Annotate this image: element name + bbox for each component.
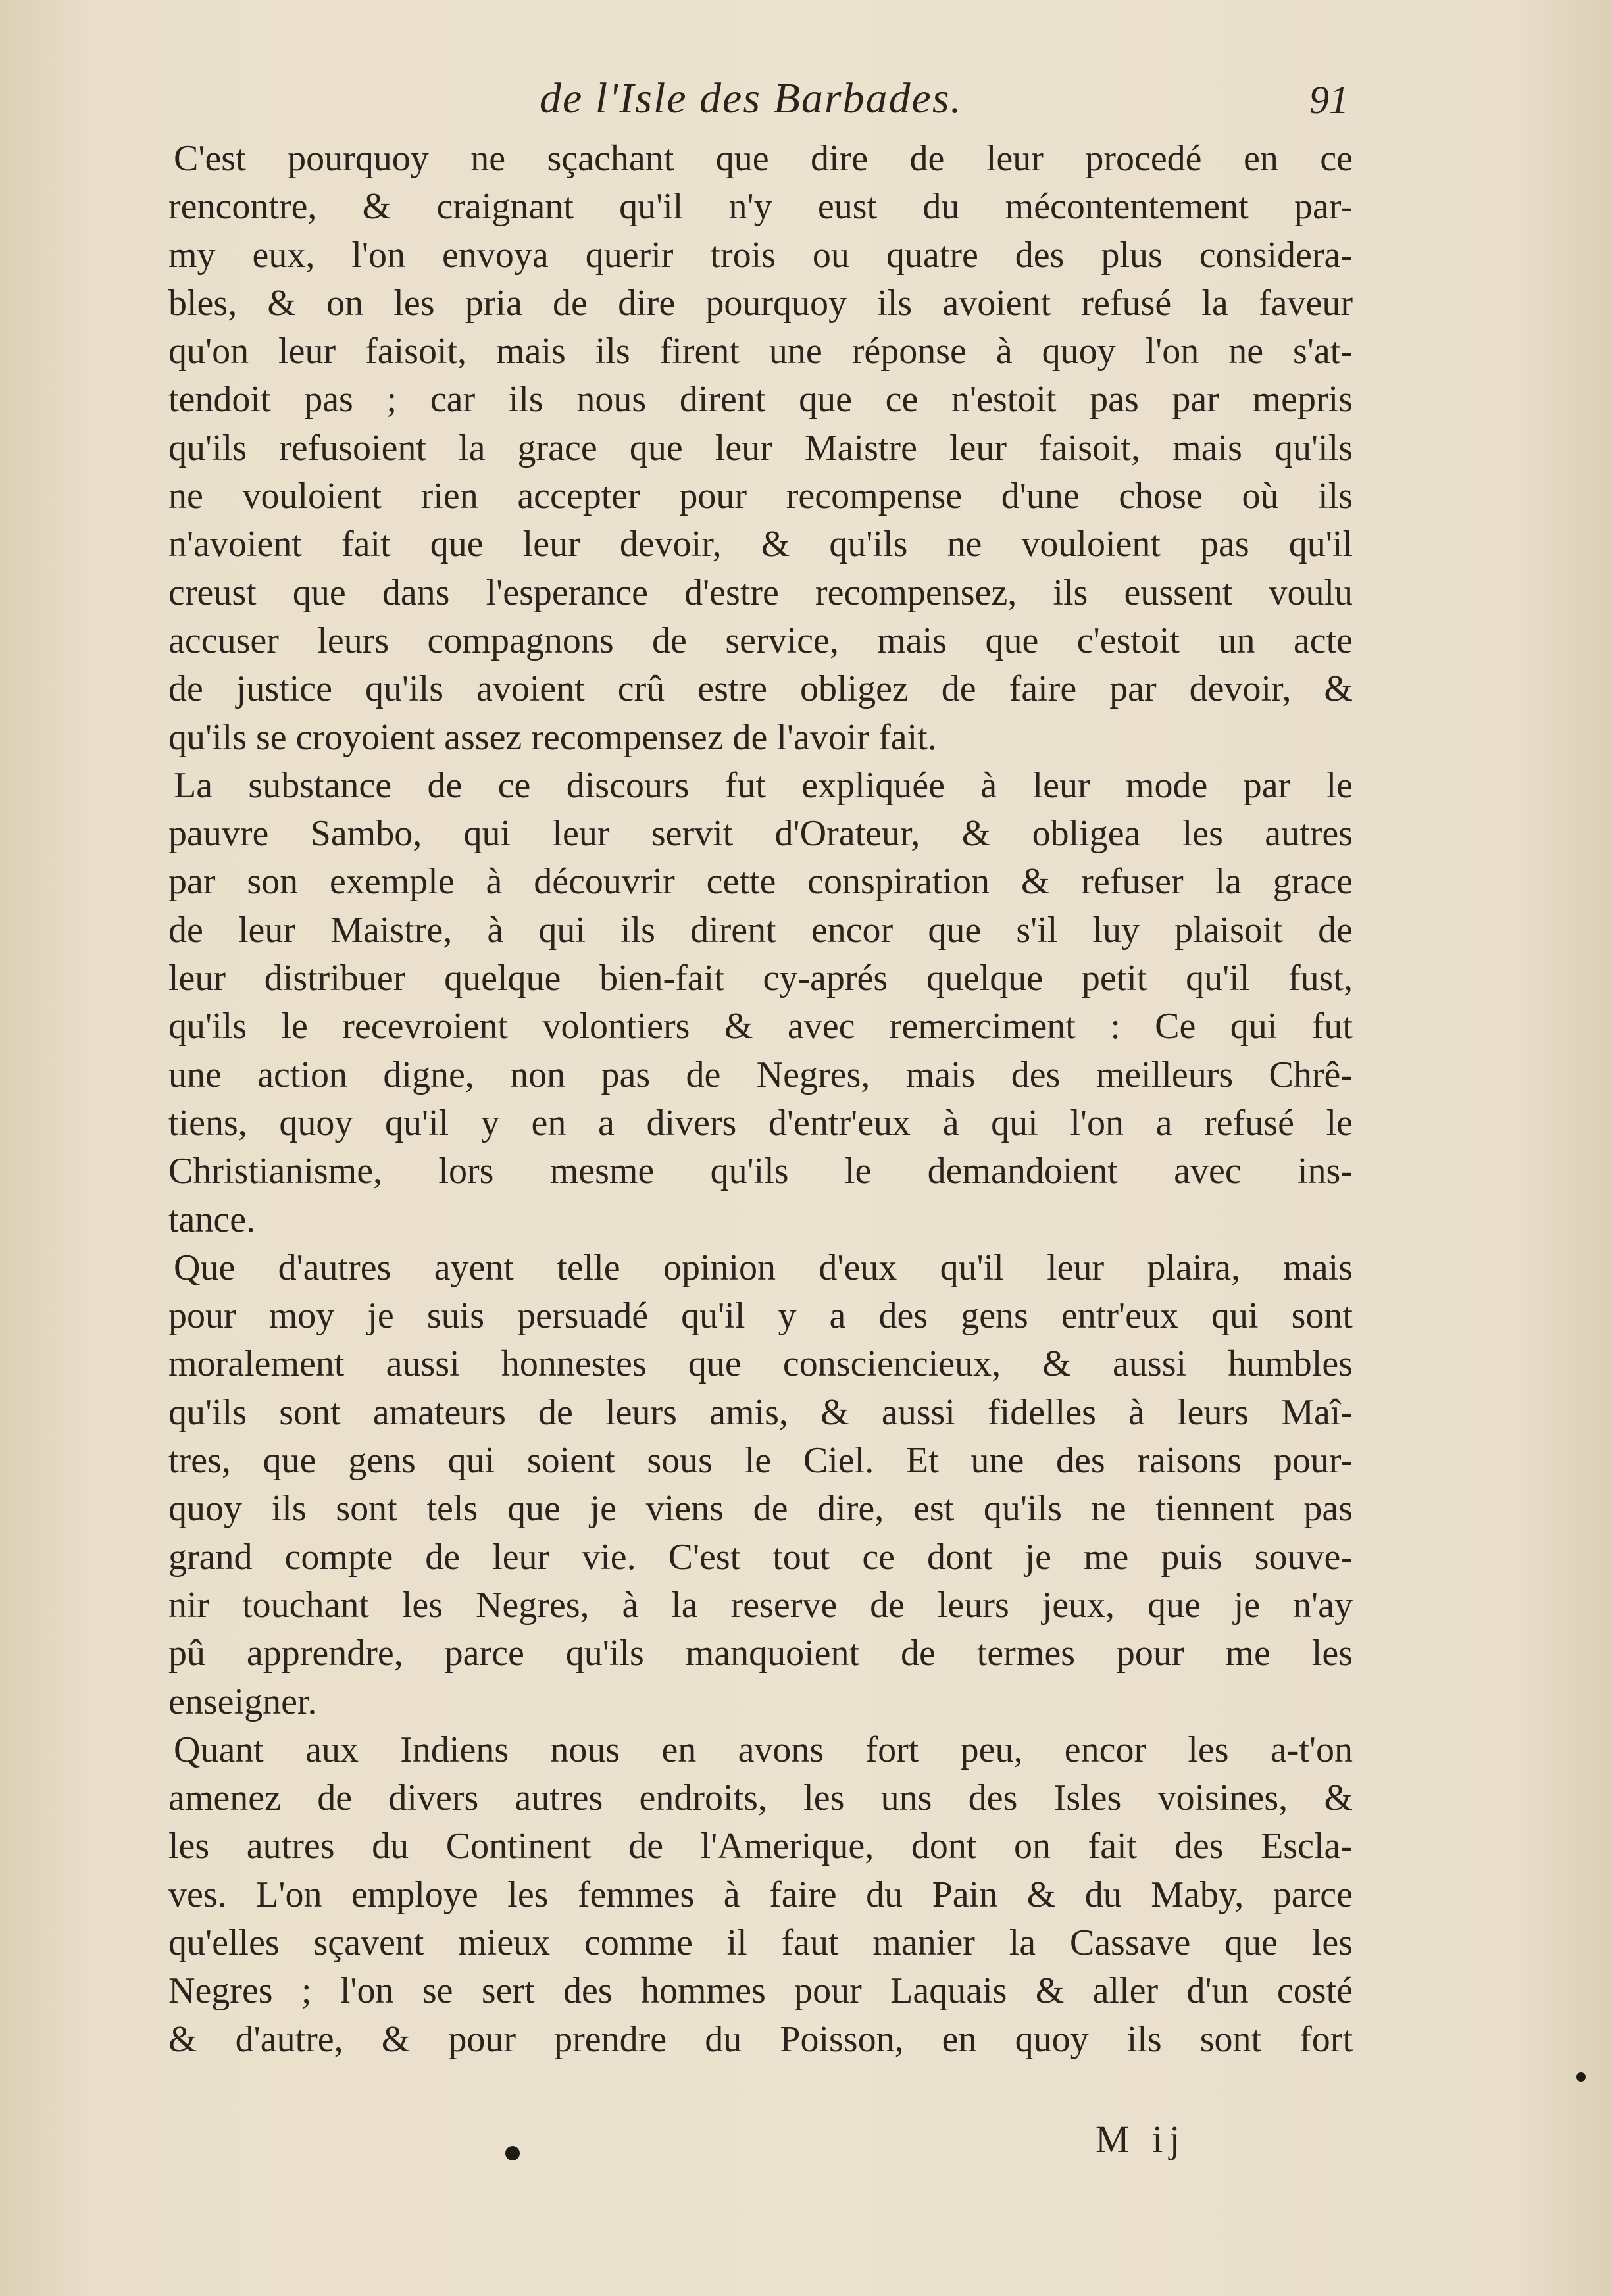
text-line: leur distribuer quelque bien-fait cy-aprés quelque petit qu'il fust,: [168, 958, 1353, 999]
signature-mark: M ij: [1096, 2118, 1187, 2160]
text-line: Christianisme, lors mesme qu'ils le demandoient avec ins-: [168, 1151, 1353, 1192]
text-line: amenez de divers autres endroits, les uns des Isles voisines, &: [168, 1778, 1353, 1819]
text-line: bles, & on les pria de dire pourquoy ils avoient refusé la faveur: [168, 282, 1353, 324]
text-line: de justice qu'ils avoient crû estre obligez de faire par devoir, &: [168, 668, 1353, 710]
text-line: accuser leurs compagnons de service, mais que c'estoit un acte: [168, 620, 1353, 661]
text-line: qu'on leur faisoit, mais ils firent une réponse à quoy l'on ne s'at-: [168, 331, 1353, 372]
text-line: une action digne, non pas de Negres, mais des meilleurs Chrê-: [168, 1054, 1353, 1095]
text-line: qu'ils sont amateurs de leurs amis, & aussi fidelles à leurs Maî-: [168, 1391, 1353, 1433]
text-line: tendoit pas ; car ils nous dirent que ce n'estoit pas par mepris: [168, 379, 1353, 420]
text-line: my eux, l'on envoya querir trois ou quatre des plus considera-: [168, 234, 1353, 276]
text-line: les autres du Continent de l'Amerique, dont on fait des Escla-: [168, 1826, 1353, 1867]
text-line: rencontre, & craignant qu'il n'y eust du mécontentement par-: [168, 186, 1353, 228]
text-line: par son exemple à découvrir cette conspiration & refuser la grace: [168, 861, 1353, 903]
text-line: tres, que gens qui soient sous le Ciel. Et une des raisons pour-: [168, 1440, 1353, 1482]
text-line: ves. L'on employe les femmes à faire du Pain & du Maby, parce: [168, 1874, 1353, 1915]
running-head: [0, 74, 1612, 133]
text-line: moralement aussi honnestes que consciencieux, & aussi humbles: [168, 1343, 1353, 1385]
text-line: nir touchant les Negres, à la reserve de leurs jeux, que je n'ay: [168, 1584, 1353, 1626]
ink-spot: [505, 2146, 520, 2160]
text-line: pauvre Sambo, qui leur servit d'Orateur, & obligea les autres: [168, 813, 1353, 855]
text-line: n'avoient fait que leur devoir, & qu'ils ne vouloient pas qu'il: [168, 524, 1353, 565]
text-line: pour moy je suis persuadé qu'il y a des gens entr'eux qui sont: [168, 1295, 1353, 1337]
text-line: qu'ils refusoient la grace que leur Maistre leur faisoit, mais qu'ils: [168, 427, 1353, 468]
text-line: tiens, quoy qu'il y en a divers d'entr'eux à qui l'on a refusé le: [168, 1102, 1353, 1143]
text-line: enseigner.: [168, 1681, 317, 1722]
text-line: Negres ; l'on se sert des hommes pour Laquais & aller d'un costé: [168, 1970, 1353, 2012]
body-text: [168, 135, 1353, 2064]
page-number: 91: [1309, 78, 1349, 122]
running-title: de l'Isle des Barbades.: [540, 74, 963, 122]
text-line: & d'autre, & pour prendre du Poisson, en quoy ils sont fort: [168, 2018, 1353, 2060]
text-line: qu'elles sçavent mieux comme il faut manier la Cassave que les: [168, 1922, 1353, 1963]
text-line: qu'ils le recevroient volontiers & avec remerciment : Ce qui fut: [168, 1006, 1353, 1047]
text-line: quoy ils sont tels que je viens de dire, est qu'ils ne tiennent pas: [168, 1488, 1353, 1530]
text-line: Quant aux Indiens nous en avons fort peu, encor les a-t'on: [174, 1729, 1353, 1770]
text-line: tance.: [168, 1199, 256, 1240]
text-line: La substance de ce discours fut expliquée à leur mode par le: [174, 764, 1353, 806]
text-line: creust que dans l'esperance d'estre recompensez, ils eussent voulu: [168, 572, 1353, 613]
ink-spot: [1576, 2072, 1586, 2082]
text-line: ne vouloient rien accepter pour recompense d'une chose où ils: [168, 476, 1353, 517]
text-line: Que d'autres ayent telle opinion d'eux qu'il leur plaira, mais: [174, 1247, 1353, 1288]
text-line: pû apprendre, parce qu'ils manquoient de termes pour me les: [168, 1633, 1353, 1674]
text-line: C'est pourquoy ne sçachant que dire de leur procedé en ce: [174, 138, 1353, 179]
text-line: de leur Maistre, à qui ils dirent encor que s'il luy plaisoit de: [168, 909, 1353, 951]
text-line: grand compte de leur vie. C'est tout ce dont je me puis souve-: [168, 1536, 1353, 1578]
text-line: qu'ils se croyoient assez recompensez de l'avoir fait.: [168, 716, 937, 758]
